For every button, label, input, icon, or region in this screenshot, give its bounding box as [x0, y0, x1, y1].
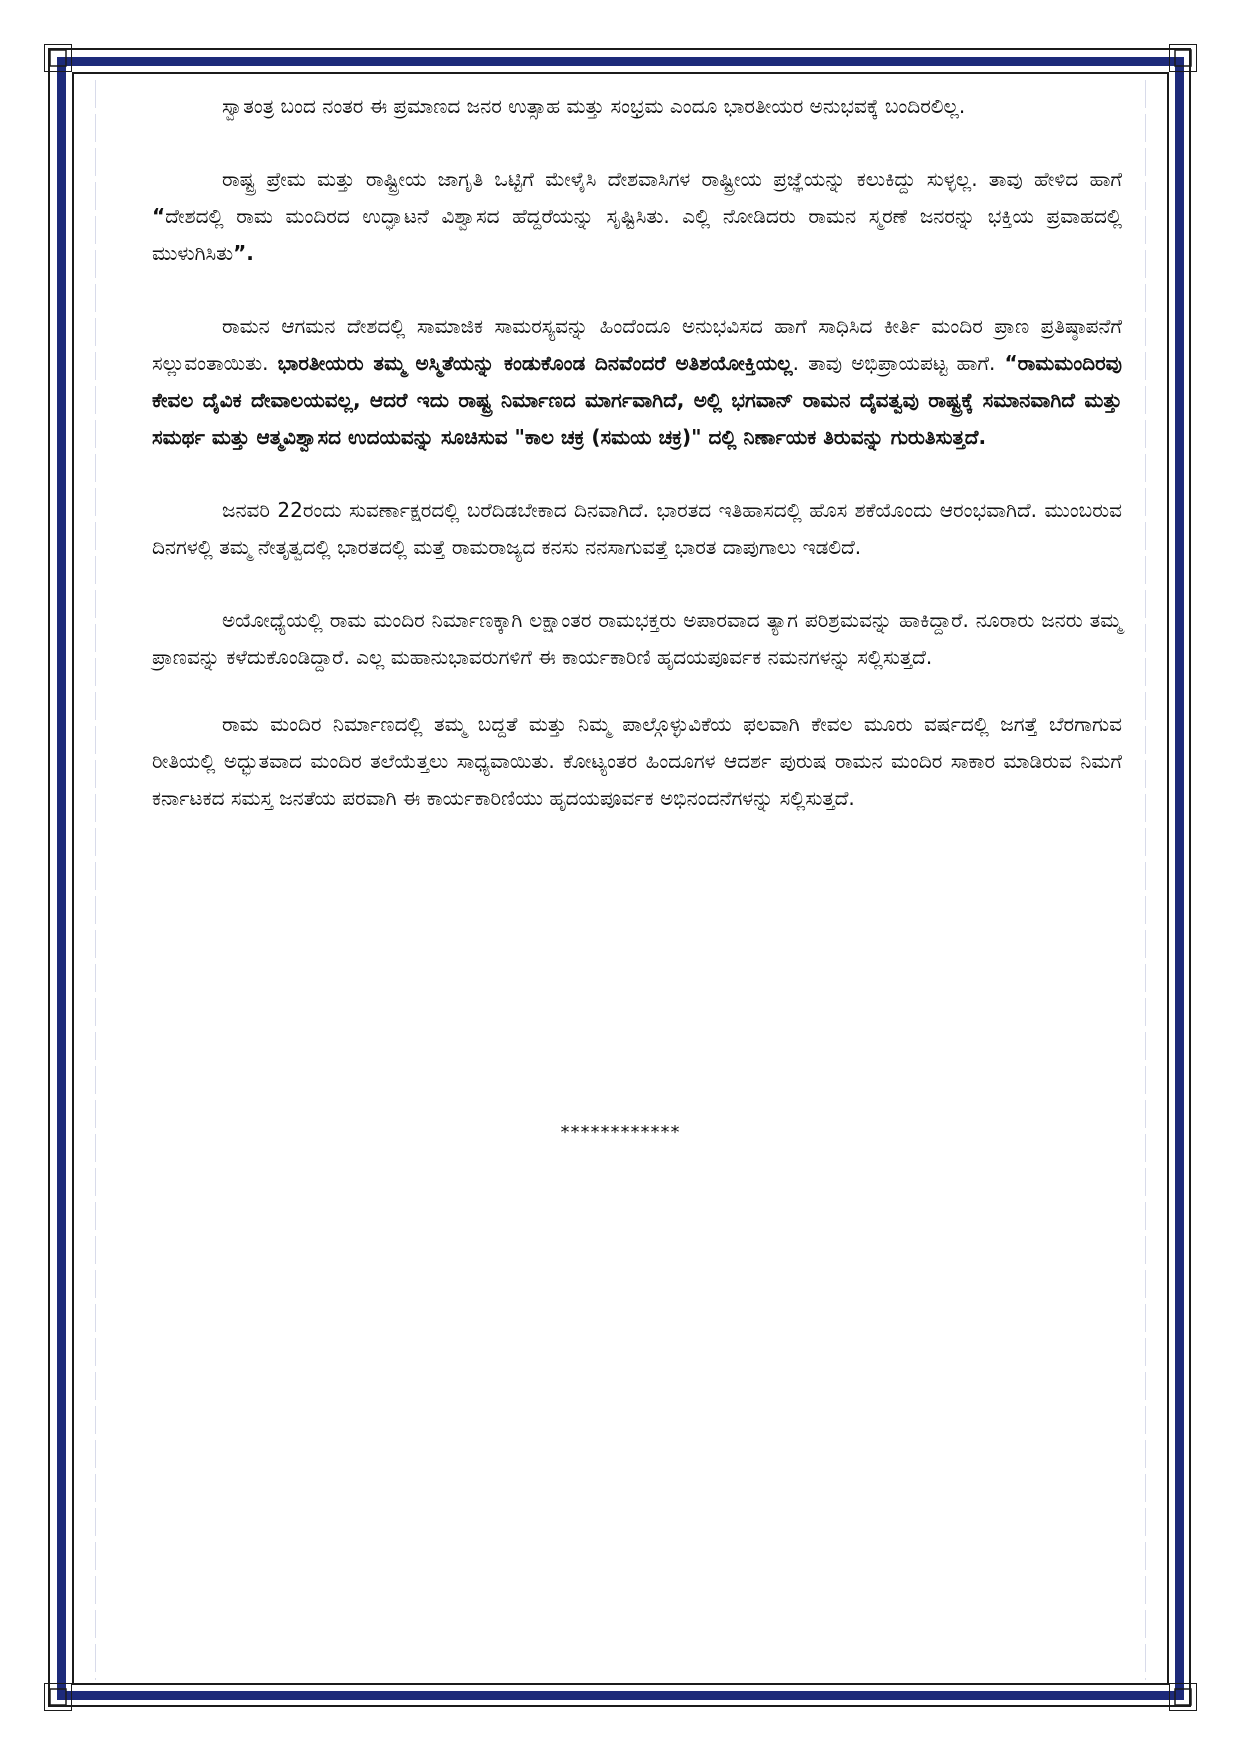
- paragraph-3-run-3: . ತಾವು ಅಭಿಪ್ರಾಯಪಟ್ಟ ಹಾಗೆ.: [792, 351, 1005, 375]
- paragraph-2: [152, 161, 1122, 272]
- paragraph-5-text: ಅಯೋಧ್ಯೆಯಲ್ಲಿ ರಾಮ ಮಂದಿರ ನಿರ್ಮಾಣಕ್ಕಾಗಿ ಲಕ್ಷಾಂತರ ರಾಮಭಕ್ತರು ಅಪಾರವಾದ ತ್ಯಾಗ ಪರಿಶ್ರಮವನ್ನು ಹಾಕಿದ್ದಾರೆ. ನೂರಾರು ಜನರು ತಮ್ಮ ಪ್ರಾಣವನ್ನು ಕಳೆದುಕೊಂಡಿದ್ದಾರೆ. ಎಲ್ಲ ಮಹಾನುಭಾವರುಗಳಿಗೆ ಈ ಕಾರ್ಯಕಾರಿಣಿ ಹೃದಯಪೂರ್ವಕ ನಮನಗಳನ್ನು ಸಲ್ಲಿಸುತ್ತದೆ.: [152, 608, 1122, 669]
- paragraph-1: [152, 88, 1122, 125]
- paragraph-3-bold-quote: “ರಾಮಮಂದಿರವು ಕೇವಲ ದೈವಿಕ ದೇವಾಲಯವಲ್ಲ, ಆದರೆ ಇದು ರಾಷ್ಟ್ರ ನಿರ್ಮಾಣದ ಮಾರ್ಗವಾಗಿದೆ, ಅಲ್ಲಿ ಭಗವಾನ್ ರಾಮನ ದೈವತ್ವವು ರಾಷ್ಟ್ರಕ್ಕೆ ಸಮಾನವಾಗಿದೆ ಮತ್ತು ಸಮರ್ಥ ಮತ್ತು ಆತ್ಮವಿಶ್ವಾಸದ ಉದಯವನ್ನು ಸೂಚಿಸುವ "ಕಾಲ ಚಕ್ರ (ಸಮಯ ಚಕ್ರ)" ದಲ್ಲಿ ನಿರ್ಣಾಯಕ ತಿರುವನ್ನು ಗುರುತಿಸುತ್ತದೆ.: [152, 351, 1122, 449]
- corner-ornament-bottom-right: [1169, 1683, 1197, 1711]
- paragraph-4: [152, 492, 1122, 566]
- corner-ornament-top-left: [44, 44, 72, 72]
- border-guide-right: [1145, 80, 1146, 1680]
- paragraph-3-run-1: ರಾಮನ ಆಗಮನ ದೇಶದಲ್ಲಿ ಸಾಮಾಜಿಕ ಸಾಮರಸ್ಯವನ್ನು ಹಿಂದೆಂದೂ ಅನುಭವಿಸದ ಹಾಗೆ ಸಾಧಿಸಿದ ಕೀರ್ತಿ ಮಂದಿರ ಪ್ರಾಣ ಪ್ರತಿಷ್ಠಾಪನೆಗೆ ಸಲ್ಲುವಂತಾಯಿತು.: [152, 314, 1122, 375]
- paragraph-6: [152, 706, 1122, 817]
- paragraph-3-bold-run-2: ಭಾರತೀಯರು ತಮ್ಮ ಅಸ್ಮಿತೆಯನ್ನು ಕಂಡುಕೊಂಡ ದಿನವೆಂದರೆ ಅತಿಶಯೋಕ್ತಿಯಲ್ಲ: [277, 351, 793, 375]
- paragraph-4-text: ಜನವರಿ 22ರಂದು ಸುವರ್ಣಾಕ್ಷರದಲ್ಲಿ ಬರೆದಿಡಬೇಕಾದ ದಿನವಾಗಿದೆ. ಭಾರತದ ಇತಿಹಾಸದಲ್ಲಿ ಹೊಸ ಶಕೆಯೊಂದು ಆರಂಭವಾಗಿದೆ. ಮುಂಬರುವ ದಿನಗಳಲ್ಲಿ ತಮ್ಮ ನೇತೃತ್ವದಲ್ಲಿ ಭಾರತದಲ್ಲಿ ಮತ್ತೆ ರಾಮರಾಜ್ಯದ ಕನಸು ನನಸಾಗುವತ್ತೆ ಭಾರತ ದಾಪುಗಾಲು ಇಡಲಿದೆ.: [152, 498, 1122, 559]
- section-separator: ************: [560, 1122, 681, 1143]
- border-guide-left: [95, 80, 96, 1680]
- paragraph-1-text: ಸ್ವಾತಂತ್ರ ಬಂದ ನಂತರ ಈ ಪ್ರಮಾಣದ ಜನರ ಉತ್ಸಾಹ ಮತ್ತು ಸಂಭ್ರಮ ಎಂದೂ ಭಾರತೀಯರ ಅನುಭವಕ್ಕೆ ಬಂದಿರಲಿಲ್ಲ.: [222, 94, 966, 118]
- corner-ornament-top-right: [1169, 44, 1197, 72]
- paragraph-5: [152, 602, 1122, 676]
- paragraph-3: [152, 308, 1122, 456]
- document-body: [152, 88, 1122, 853]
- paragraph-6-text: ರಾಮ ಮಂದಿರ ನಿರ್ಮಾಣದಲ್ಲಿ ತಮ್ಮ ಬದ್ದತೆ ಮತ್ತು ನಿಮ್ಮ ಪಾಲ್ಗೊಳ್ಳುವಿಕೆಯ ಫಲವಾಗಿ ಕೇವಲ ಮೂರು ವರ್ಷದಲ್ಲಿ ಜಗತ್ತೆ ಬೆರಗಾಗುವ ರೀತಿಯಲ್ಲಿ ಅಧ್ಭುತವಾದ ಮಂದಿರ ತಲೆಯೆತ್ತಲು ಸಾಧ್ಯವಾಯಿತು. ಕೋಟ್ಯಂತರ ಹಿಂದೂಗಳ ಆದರ್ಶ ಪುರುಷ ರಾಮನ ಮಂದಿರ ಸಾಕಾರ ಮಾಡಿರುವ ನಿಮಗೆ ಕರ್ನಾಟಕದ ಸಮಸ್ತ ಜನತೆಯ ಪರವಾಗಿ ಈ ಕಾರ್ಯಕಾರಿಣಿಯು ಹೃದಯಪೂರ್ವಕ ಅಭಿನಂದನೆಗಳನ್ನು ಸಲ್ಲಿಸುತ್ತದೆ.: [152, 712, 1122, 810]
- paragraph-2-quote-open: “: [152, 204, 166, 228]
- paragraph-2-run-1: ರಾಷ್ಟ್ರ ಪ್ರೇಮ ಮತ್ತು ರಾಷ್ಟ್ರೀಯ ಜಾಗೃತಿ ಒಟ್ಟಿಗೆ ಮೇಳೈಸಿ ದೇಶವಾಸಿಗಳ ರಾಷ್ಟ್ರೀಯ ಪ್ರಜ್ಞೆಯನ್ನು ಕಲುಕಿದ್ದು ಸುಳ್ಳಲ್ಲ. ತಾವು ಹೇಳಿದ ಹಾಗೆ: [222, 167, 1122, 191]
- corner-ornament-bottom-left: [44, 1683, 72, 1711]
- paragraph-2-run-3: ದೇಶದಲ್ಲಿ ರಾಮ ಮಂದಿರದ ಉದ್ಘಾಟನೆ ವಿಶ್ವಾಸದ ಹೆದ್ದರೆಯನ್ನು ಸೃಷ್ಟಿಸಿತು. ಎಲ್ಲಿ ನೋಡಿದರು ರಾಮನ ಸ್ಮರಣೆ ಜನರನ್ನು ಭಕ್ತಿಯ ಪ್ರವಾಹದಲ್ಲಿ ಮುಳುಗಿಸಿತು: [152, 204, 1122, 265]
- paragraph-2-quote-close: ”.: [233, 241, 254, 265]
